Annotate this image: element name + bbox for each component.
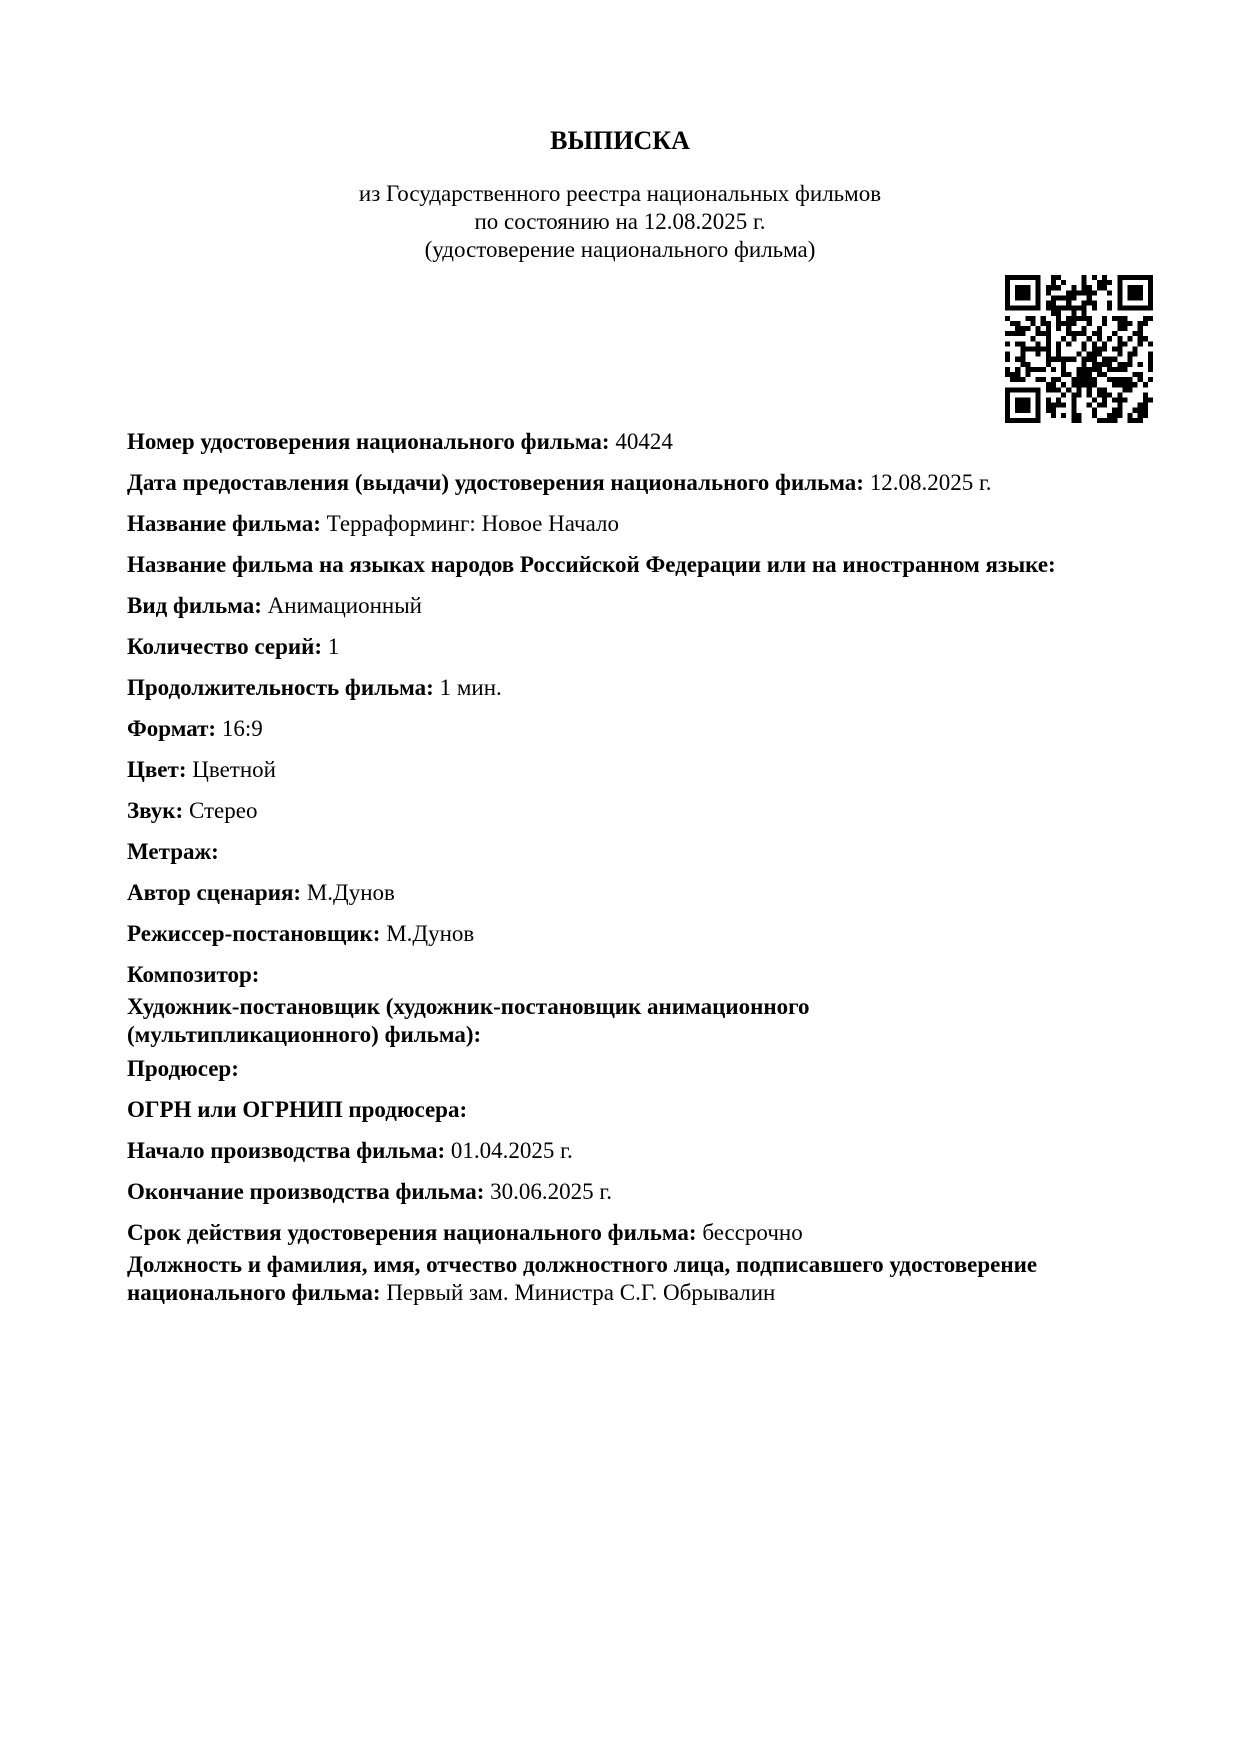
field-value: 1 <box>327 634 340 659</box>
field-value: 30.06.2025 г. <box>490 1179 612 1204</box>
field-value: Терраформинг: Новое Начало <box>326 511 619 536</box>
field-value: 40424 <box>615 429 673 454</box>
field-value: Цветной <box>192 757 276 782</box>
field-label: Окончание производства фильма: <box>127 1179 485 1204</box>
field-production-start <box>127 1137 1137 1165</box>
field-production-designer <box>127 993 917 1049</box>
field-format <box>127 715 1137 743</box>
field-production-end <box>127 1178 1137 1206</box>
field-value: бессрочно <box>702 1220 803 1245</box>
fields-list <box>127 428 1137 1307</box>
field-value: Стерео <box>188 798 258 823</box>
field-label: Режиссер-постановщик: <box>127 921 381 946</box>
document-subtitle <box>0 180 1240 264</box>
field-value: М.Дунов <box>386 921 475 946</box>
field-label: Название фильма: <box>127 511 321 536</box>
field-label: Автор сценария: <box>127 880 302 905</box>
field-label: Название фильма на языках народов Российской Федерации или на иностранном языке: <box>127 552 1056 577</box>
field-screenwriter <box>127 879 1137 907</box>
field-director <box>127 920 1137 948</box>
field-producer-ogrn <box>127 1096 1137 1124</box>
field-label: Срок действия удостоверения национального фильма: <box>127 1220 697 1245</box>
field-sound <box>127 797 1137 825</box>
field-label: Начало производства фильма: <box>127 1138 446 1163</box>
field-label: Звук: <box>127 798 184 823</box>
document-title: ВЫПИСКА <box>550 126 690 155</box>
field-value: М.Дунов <box>306 880 395 905</box>
field-label: Формат: <box>127 716 217 741</box>
field-label: Цвет: <box>127 757 187 782</box>
qr-code-icon <box>1005 275 1153 423</box>
field-duration <box>127 674 1137 702</box>
field-film-type <box>127 592 1137 620</box>
field-film-title-other-languages <box>127 551 1137 579</box>
field-label: Вид фильма: <box>127 593 262 618</box>
field-film-title <box>127 510 1137 538</box>
field-label: Количество серий: <box>127 634 323 659</box>
field-value: Анимационный <box>267 593 422 618</box>
field-signatory <box>127 1251 1137 1307</box>
field-producer <box>127 1055 1137 1083</box>
field-issue-date <box>127 469 1137 497</box>
field-label: Номер удостоверения национального фильма: <box>127 429 610 454</box>
field-label: Композитор: <box>127 962 260 987</box>
field-label: ОГРН или ОГРНИП продюсера: <box>127 1097 468 1122</box>
field-label: Метраж: <box>127 839 219 864</box>
subtitle-line-3: (удостоверение национального фильма) <box>424 237 816 262</box>
subtitle-line-2: по состоянию на 12.08.2025 г. <box>474 209 766 234</box>
field-label: Должность и фамилия, имя, отчество должностного лица, подписавшего удостоверение национального фильма: <box>127 1252 1038 1305</box>
field-label: Дата предоставления (выдачи) удостоверения национального фильма: <box>127 470 864 495</box>
field-color <box>127 756 1137 784</box>
field-value: 16:9 <box>221 716 263 741</box>
field-episodes-count <box>127 633 1137 661</box>
field-footage <box>127 838 1137 866</box>
field-composer <box>127 961 1137 989</box>
field-value: 1 мин. <box>439 675 502 700</box>
field-value: Первый зам. Министра С.Г. Обрывалин <box>386 1280 776 1305</box>
field-value: 01.04.2025 г. <box>450 1138 573 1163</box>
field-value: 12.08.2025 г. <box>869 470 992 495</box>
field-label: Художник-постановщик (художник-постановщик анимационного (мультипликационного) фильма): <box>127 994 810 1047</box>
subtitle-line-1: из Государственного реестра национальных фильмов <box>358 181 882 206</box>
field-label: Продюсер: <box>127 1056 239 1081</box>
field-certificate-number <box>127 428 1137 456</box>
field-validity-period <box>127 1219 1137 1247</box>
field-label: Продолжительность фильма: <box>127 675 434 700</box>
